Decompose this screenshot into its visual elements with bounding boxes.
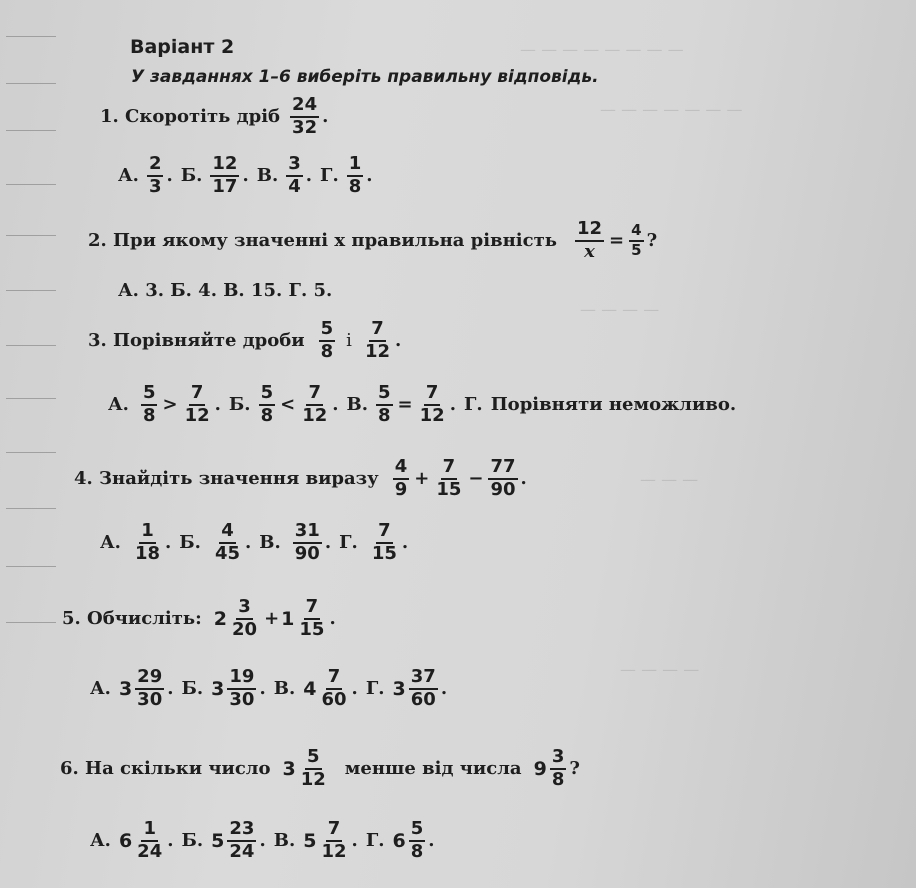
fraction: $\frac{5}{8}$: [320, 318, 334, 362]
conjunction: і: [346, 330, 352, 352]
fraction: $\frac{5}{8}$: [260, 382, 274, 426]
option-label: Г.: [365, 830, 385, 852]
fraction: $\frac{7}{15}$: [436, 456, 462, 500]
question-3: 3. Порівняйте дроби $\frac{5}{8}$ і $\frac{7}{12}$ .: [88, 318, 402, 362]
fraction: $\frac{4}{5}$: [631, 221, 642, 259]
variant-title: Варіант 2: [130, 36, 235, 58]
comparison-sign: =: [397, 394, 413, 416]
comparison-sign: <: [280, 394, 296, 416]
fraction: $\frac{5}{8}$: [410, 818, 424, 862]
fraction: $\frac{2}{3}$: [148, 153, 162, 197]
comparison-sign: >: [162, 394, 178, 416]
plus-sign: +: [414, 468, 430, 490]
answers-3: А. $\frac{5}{8}$ > $\frac{7}{12}$ . Б. $\frac{5}{8}$ < $\frac{7}{12}$ . В. $\frac{5}{8}$ = $\frac{7}{12}$ . Г. Порівняти неможливо.: [108, 382, 737, 426]
margin-line: [6, 130, 56, 131]
show-through-mark: — — — —: [580, 300, 660, 319]
question-text: 2. При якому значенні x правильна рівність: [88, 230, 557, 252]
mixed-number: 5 $\frac{23}{24}$: [211, 818, 255, 862]
fraction: $\frac{5}{12}$: [300, 746, 326, 790]
mixed-number: 3 $\frac{29}{30}$: [118, 666, 163, 710]
question-text: 1. Скоротіть дріб: [100, 106, 281, 128]
question-2: 2. При якому значенні x правильна рівність $\frac{12}{x}$ = $\frac{4}{5}$ ?: [88, 218, 658, 262]
option-label: А.: [118, 165, 139, 187]
show-through-mark: — — — —: [620, 660, 700, 679]
option-label: В.: [259, 532, 281, 554]
mixed-number: 6 $\frac{1}{24}$: [118, 818, 163, 862]
instructions: У завданнях 1–6 виберіть правильну відповідь.: [131, 67, 599, 87]
mixed-number: 9 $\frac{3}{8}$: [533, 746, 565, 790]
question-text: 6. На скільки число: [60, 758, 271, 780]
show-through-mark: — — — — — — —: [600, 100, 743, 119]
fraction: $\frac{19}{30}$: [229, 666, 255, 710]
margin-line: [6, 452, 56, 453]
option-label: Б.: [181, 678, 204, 700]
fraction: $\frac{7}{12}$: [419, 382, 445, 426]
answers-4: А. $\frac{1}{18}$ . Б. $\frac{4}{45}$ . В. $\frac{31}{90}$ . Г. $\frac{7}{15}$ .: [100, 520, 409, 564]
fraction: $\frac{4}{9}$: [394, 456, 408, 500]
mixed-number: 5 $\frac{7}{12}$: [303, 818, 347, 862]
equals-sign: =: [609, 230, 625, 252]
fraction: $\frac{31}{90}$: [294, 520, 320, 564]
fraction: $\frac{7}{60}$: [321, 666, 347, 710]
margin-line: [6, 235, 56, 236]
margin-line: [6, 508, 56, 509]
mixed-number: 6 $\frac{5}{8}$: [392, 818, 424, 862]
question-4: 4. Знайдіть значення виразу $\frac{4}{9}$ + $\frac{7}{15}$ − $\frac{77}{90}$ .: [74, 456, 527, 500]
option-d-text: Порівняти неможливо.: [490, 394, 737, 416]
fraction: $\frac{4}{45}$: [214, 520, 240, 564]
margin-line: [6, 83, 56, 84]
fraction: $\frac{7}{15}$: [299, 596, 325, 640]
mixed-number: 3 $\frac{37}{60}$: [392, 666, 436, 710]
show-through-mark: — — — — — — — —: [520, 40, 684, 59]
fraction: $\frac{5}{8}$: [378, 382, 391, 426]
margin-line: [6, 566, 56, 567]
question-1: 1. Скоротіть дріб $\frac{24}{32}$ .: [100, 94, 329, 138]
option-label: Г.: [339, 532, 358, 554]
question-text: менше від числа: [344, 758, 522, 780]
fraction: $\frac{1}{18}$: [134, 520, 160, 564]
question-text: 5. Обчисліть:: [62, 608, 202, 630]
plus-sign: +: [264, 608, 280, 630]
fraction: $\frac{37}{60}$: [410, 666, 436, 710]
option-label: Б.: [180, 165, 203, 187]
fraction: $\frac{3}{4}$: [288, 153, 301, 197]
option-label: А.: [108, 394, 129, 416]
option-label: В.: [256, 165, 279, 187]
margin-line: [6, 345, 56, 346]
mixed-number: 1 $\frac{7}{15}$: [281, 596, 325, 640]
margin-line: [6, 622, 56, 623]
question-6: 6. На скільки число 3 $\frac{5}{12}$ менше від числа 9 $\frac{3}{8}$ ?: [60, 746, 580, 790]
fraction: $\frac{77}{90}$: [490, 456, 516, 500]
minus-sign: −: [468, 468, 484, 490]
answers-2: А. 3. Б. 4. В. 15. Г. 5.: [118, 280, 333, 301]
option-label: А.: [90, 678, 111, 700]
fraction: $\frac{12}{17}$: [212, 153, 238, 197]
option-label: Б.: [228, 394, 251, 416]
fraction: $\frac{1}{8}$: [348, 153, 362, 197]
fraction: $\frac{3}{20}$: [232, 596, 258, 640]
mixed-number: 2 $\frac{3}{20}$: [213, 596, 258, 640]
option-label: Г.: [320, 165, 339, 187]
margin-line: [6, 36, 56, 37]
fraction: $\frac{1}{24}$: [137, 818, 163, 862]
option-label: А.: [90, 830, 111, 852]
fraction: $\frac{7}{15}$: [371, 520, 397, 564]
fraction: $\frac{5}{8}$: [142, 382, 156, 426]
question-5: 5. Обчисліть: 2 $\frac{3}{20}$ + 1 $\frac{7}{15}$ .: [62, 596, 336, 640]
fraction: $\frac{23}{24}$: [229, 818, 255, 862]
question-text: 3. Порівняйте дроби: [88, 330, 305, 352]
margin-line: [6, 290, 56, 291]
fraction: $\frac{7}{12}$: [302, 382, 328, 426]
fraction: $\frac{3}{8}$: [551, 746, 565, 790]
fraction: $\frac{12}{x}$: [576, 218, 603, 262]
option-label: В.: [346, 394, 369, 416]
fraction: $\frac{7}{12}$: [184, 382, 210, 426]
option-label: Б.: [179, 532, 201, 554]
answers-5: А. 3 $\frac{29}{30}$ . Б. 3 $\frac{19}{30}$ . В. 4 $\frac{7}{60}$ . Г. 3 $\frac{37}{60}$ .: [90, 666, 448, 710]
show-through-mark: — — —: [640, 470, 699, 489]
option-label: Г.: [365, 678, 385, 700]
mixed-number: 3 $\frac{19}{30}$: [211, 666, 255, 710]
option-label: Б.: [181, 830, 204, 852]
answers-1: А. $\frac{2}{3}$ . Б. $\frac{12}{17}$ . В. $\frac{3}{4}$ . Г. $\frac{1}{8}$ .: [118, 153, 373, 197]
option-label: А.: [100, 532, 121, 554]
fraction: $\frac{29}{30}$: [137, 666, 163, 710]
mixed-number: 3 $\frac{5}{12}$: [282, 746, 326, 790]
fraction: $\frac{24}{32}$: [292, 94, 318, 138]
margin-line: [6, 398, 56, 399]
option-label: В.: [273, 830, 296, 852]
option-label: В.: [273, 678, 296, 700]
margin-line: [6, 184, 56, 185]
option-label: Г.: [463, 394, 483, 416]
fraction: $\frac{7}{12}$: [321, 818, 347, 862]
answers-6: А. 6 $\frac{1}{24}$ . Б. 5 $\frac{23}{24}$ . В. 5 $\frac{7}{12}$ . Г. 6 $\frac{5}{8}$ .: [90, 818, 435, 862]
question-text: 4. Знайдіть значення виразу: [74, 468, 379, 490]
fraction: $\frac{7}{12}$: [364, 318, 390, 362]
mixed-number: 4 $\frac{7}{60}$: [303, 666, 347, 710]
